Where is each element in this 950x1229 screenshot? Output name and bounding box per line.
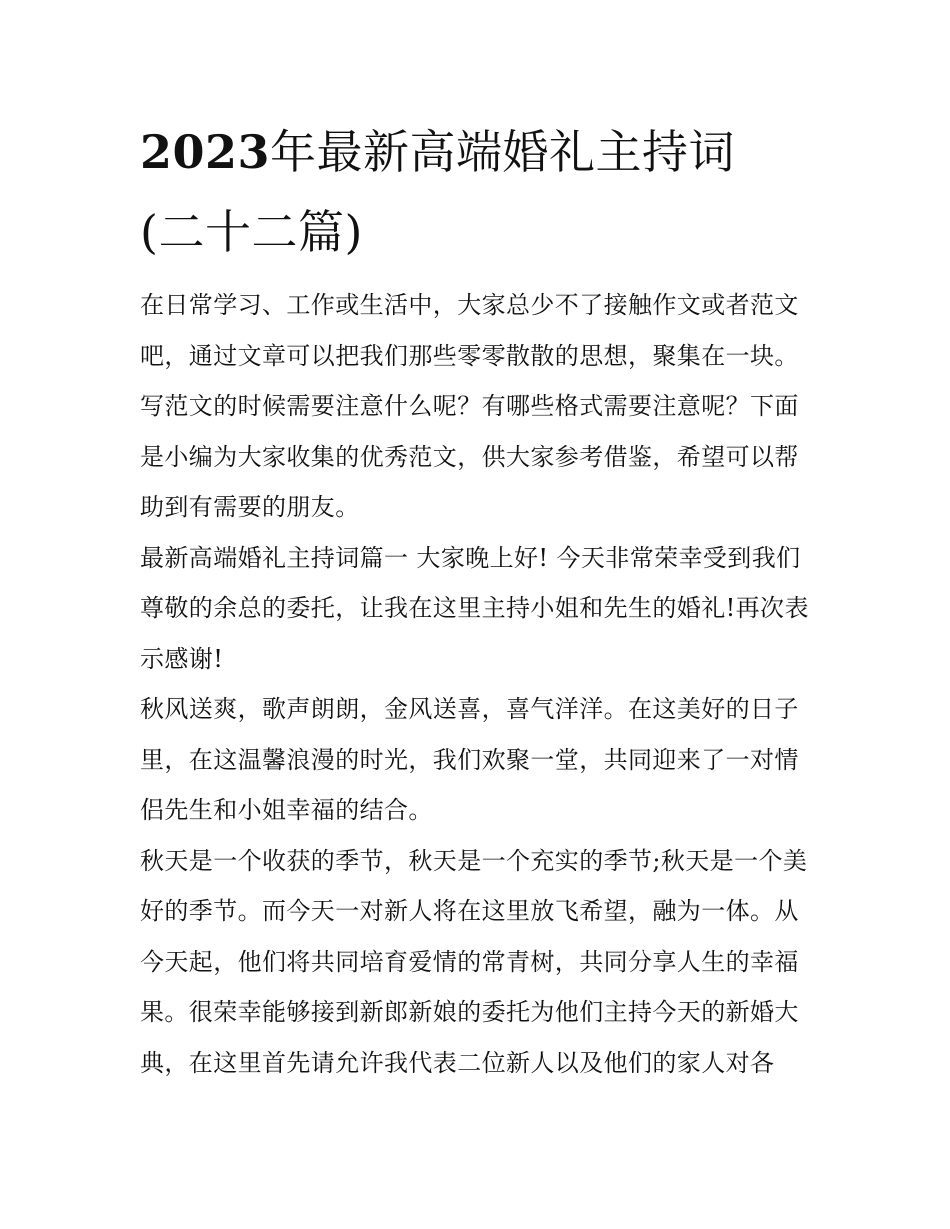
- title-year: 2023: [140, 125, 271, 179]
- title-line2: (二十二篇): [140, 205, 363, 259]
- body-paragraph-3: 秋天是一个收获的季节，秋天是一个充实的季节;秋天是一个美好的季节。而今天一对新人将在这里放飞希望，融为一体。从今天起，他们将共同培育爱情的常青树，共同分享人生的幸福果。很荣幸能够接到新郎新娘的委托为他们主持今天的新婚大典，在这里首先请允许我代表二位新人以及他们的家人对各: [140, 846, 808, 1077]
- document-title: [140, 112, 820, 272]
- body-paragraph-2: 秋风送爽，歌声朗朗，金风送喜，喜气洋洋。在这美好的日子里，在这温馨浪漫的时光，我们欢聚一堂，共同迎来了一对情侣先生和小姐幸福的结合。: [140, 695, 799, 824]
- title-line1-rest: 年最新高端婚礼主持词: [270, 125, 736, 179]
- body-paragraph-1: 最新高端婚礼主持词篇一 大家晚上好! 今天非常荣幸受到我们尊敬的余总的委托，让我在这里主持小姐和先生的婚礼!再次表示感谢!: [140, 543, 809, 673]
- document-page: [140, 112, 820, 1088]
- intro-paragraph: 在日常学习、工作或生活中，大家总少不了接触作文或者范文吧，通过文章可以把我们那些零零散散的思想，聚集在一块。写范文的时候需要注意什么呢？有哪些格式需要注意呢？下面是小编为大家收集的优秀范文，供大家参考借鉴，希望可以帮助到有需要的朋友。: [140, 291, 799, 521]
